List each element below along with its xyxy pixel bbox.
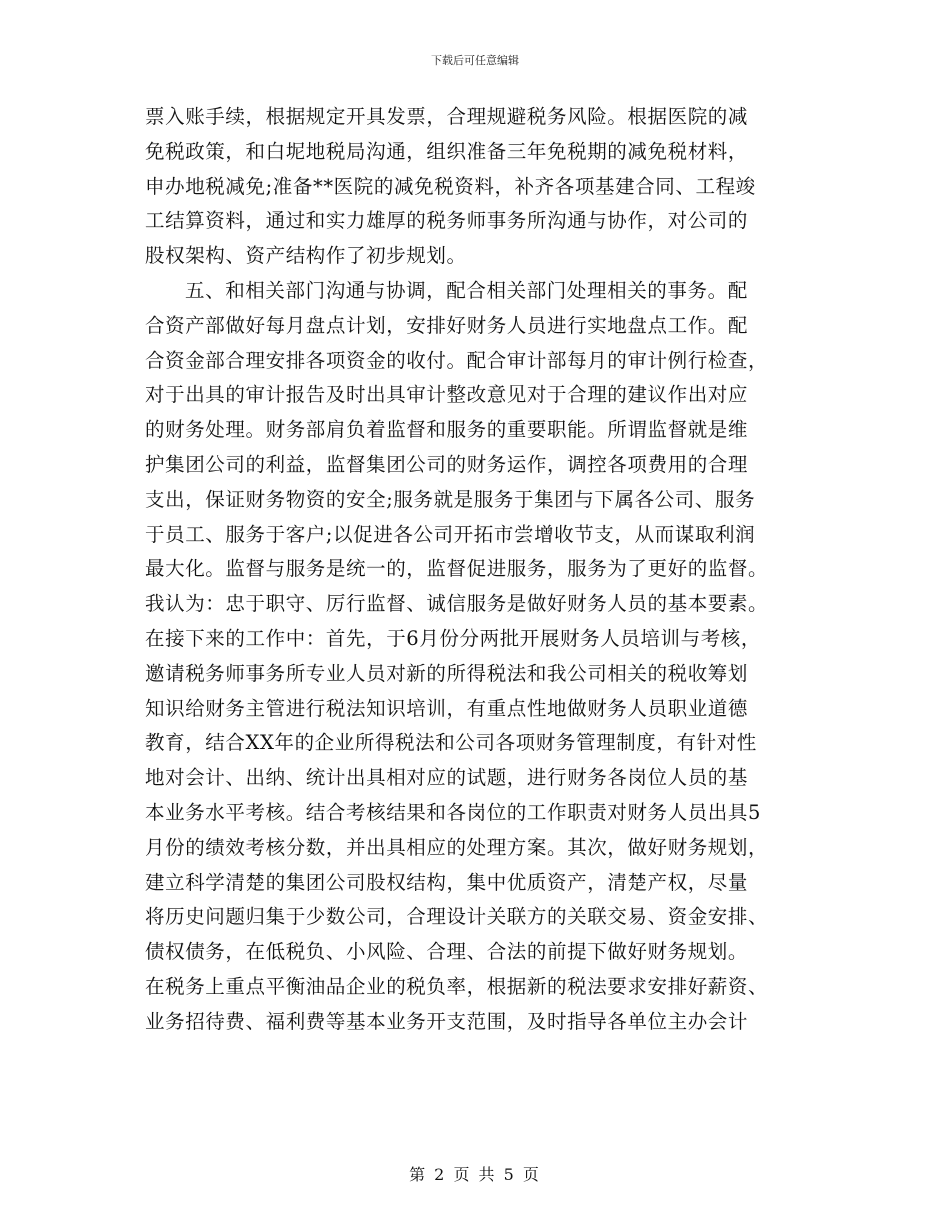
text-line: 免税政策，和白坭地税局沟通，组织准备三年免税期的减免税材料，	[145, 139, 749, 163]
text-line: 邀请税务师事务所专业人员对新的所得税法和我公司相关的税收筹划	[145, 661, 749, 685]
text-line: 护集团公司的利益，监督集团公司的财务运作，调控各项费用的合理	[145, 452, 749, 476]
text-line: 在接下来的工作中：首先，于6月份分两批开展财务人员培训与考核，	[145, 626, 762, 650]
text-line: 合资产部做好每月盘点计划，安排好财务人员进行实地盘点工作。配	[145, 313, 749, 337]
text-line: 的财务处理。财务部肩负着监督和服务的重要职能。所谓监督就是维	[145, 418, 749, 442]
text-line: 债权债务，在低税负、小风险、合理、合法的前提下做好财务规划。	[145, 940, 749, 964]
text-line: 在税务上重点平衡油品企业的税负率，根据新的税法要求安排好薪资、	[145, 974, 769, 998]
text-line: 票入账手续，根据规定开具发票，合理规避税务风险。根据医院的减	[145, 105, 749, 128]
text-line: 支出，保证财务物资的安全;服务就是服务于集团与下属各公司、服务	[145, 487, 756, 511]
paragraph-start-line: 五、和相关部门沟通与协调，配合相关部门处理相关的事务。配	[185, 278, 748, 302]
text-line: 教育，结合XX年的企业所得税法和公司各项财务管理制度，有针对性	[145, 731, 757, 755]
text-line: 建立科学清楚的集团公司股权结构，集中优质资产，清楚产权，尽量	[145, 870, 749, 894]
text-line: 工结算资料，通过和实力雄厚的税务师事务所沟通与协作，对公司的	[145, 209, 749, 233]
text-line: 本业务水平考核。结合考核结果和各岗位的工作职责对财务人员出具5	[145, 800, 762, 824]
text-line: 合资金部合理安排各项资金的收付。配合审计部每月的审计例行检查，	[145, 348, 769, 372]
text-line: 最大化。监督与服务是统一的，监督促进服务，服务为了更好的监督。	[145, 557, 769, 581]
text-line: 月份的绩效考核分数，并出具相应的处理方案。其次，做好财务规划，	[145, 835, 769, 859]
page-number-footer: 第 2 页 共 5 页	[409, 1165, 541, 1184]
text-line: 知识给财务主管进行税法知识培训，有重点性地做财务人员职业道德	[145, 696, 749, 720]
page-header-note: 下载后可任意编辑	[431, 54, 519, 67]
text-line: 股权架构、资产结构作了初步规划。	[145, 244, 467, 268]
body-text	[145, 100, 805, 1040]
text-line: 对于出具的审计报告及时出具审计整改意见对于合理的建议作出对应	[145, 383, 749, 407]
text-line: 地对会计、出纳、统计出具相对应的试题，进行财务各岗位人员的基	[145, 766, 749, 790]
text-line: 将历史问题归集于少数公司，合理设计关联方的关联交易、资金安排、	[145, 905, 769, 929]
text-line: 业务招待费、福利费等基本业务开支范围，及时指导各单位主办会计	[145, 1009, 749, 1033]
text-line: 于员工、服务于客户;以促进各公司开拓市尝增收节支，从而谋取利润	[145, 522, 756, 546]
text-line: 申办地税减免;准备**医院的减免税资料，补齐各项基建合同、工程竣	[145, 174, 756, 198]
text-line: 我认为：忠于职守、厉行监督、诚信服务是做好财务人员的基本要素。	[145, 592, 769, 616]
